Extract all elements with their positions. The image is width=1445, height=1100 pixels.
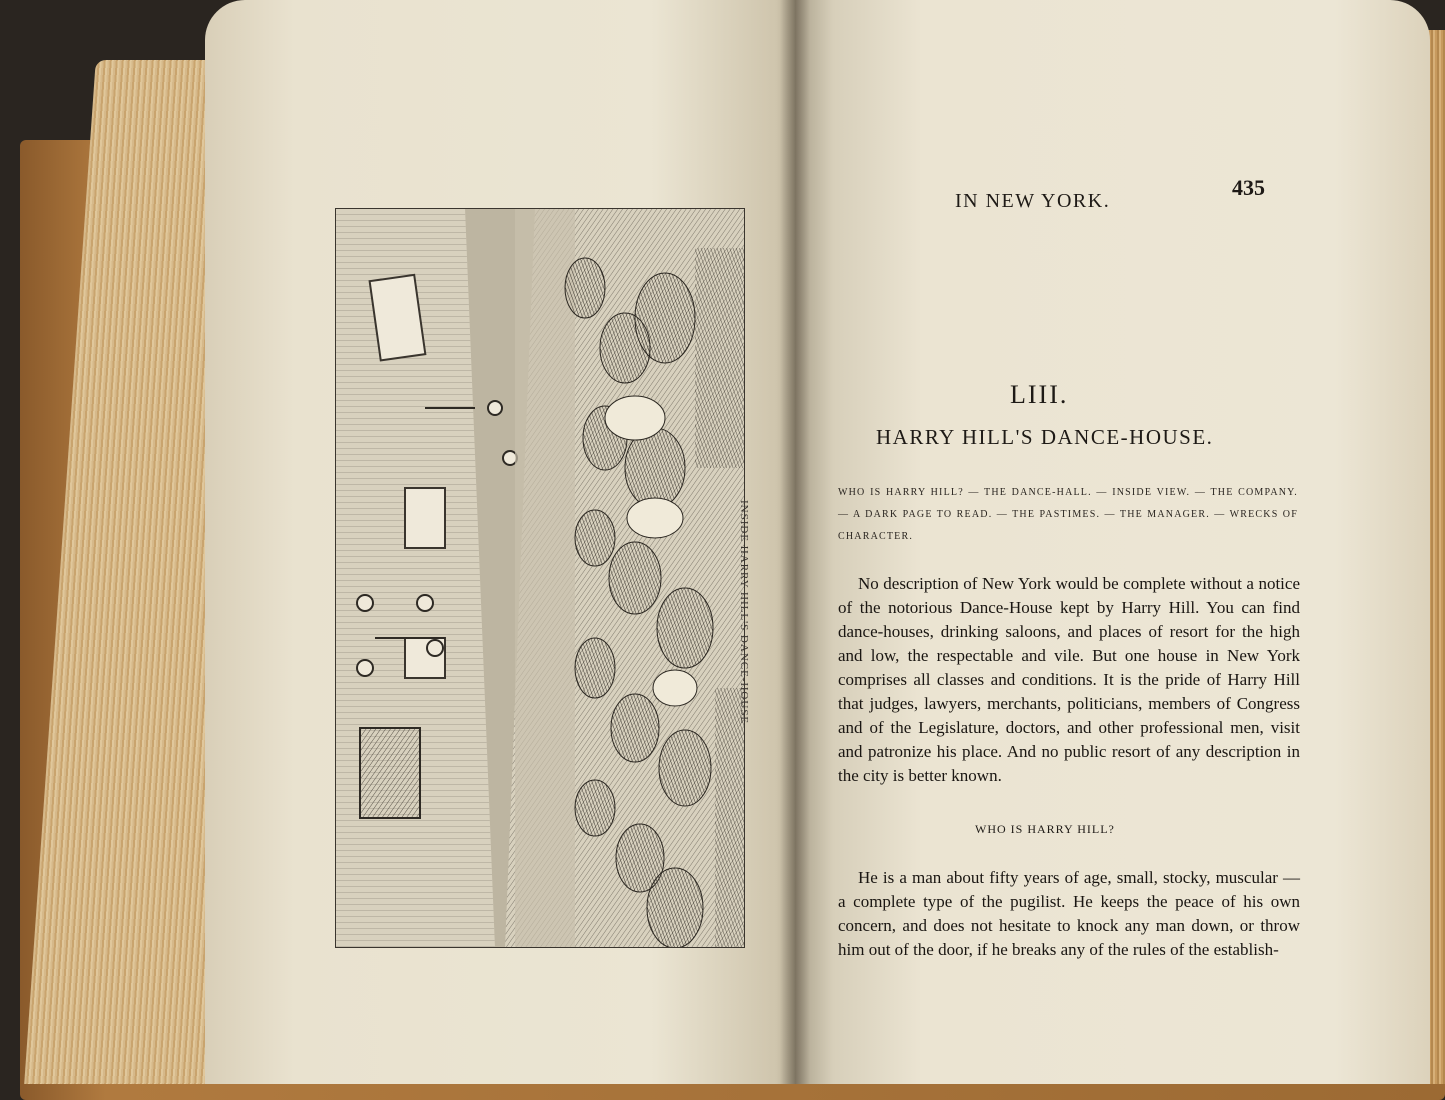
section-heading: WHO IS HARRY HILL? xyxy=(975,822,1115,836)
chapter-synopsis: WHO IS HARRY HILL? — THE DANCE-HALL. — INSIDE VIEW. — THE COMPANY. — A DARK PAGE TO READ. — THE PASTIMES. — THE MANAGER. — WRECKS OF CHARACTER. xyxy=(838,487,1298,542)
engraving-illustration xyxy=(335,208,745,948)
engraving-svg xyxy=(335,208,745,948)
running-head: IN NEW YORK. xyxy=(955,190,1111,212)
chapter-title: HARRY HILL'S DANCE-HOUSE. xyxy=(876,425,1214,449)
page-number: 435 xyxy=(1232,175,1265,200)
body-paragraph-2 xyxy=(838,866,1300,962)
book-gutter xyxy=(780,0,810,1084)
illustration-caption: INSIDE HARRY HILL'S DANCE-HOUSE xyxy=(738,500,750,725)
chapter-number: LIII. xyxy=(1010,380,1069,409)
paragraph-text: No description of New York would be complete without a notice of the notorious Dance-House kept by Harry Hill. You can find dance-houses, drinking saloons, and places of resort for the high and low, the respectable and vile. But one house in New York comprises all classes and conditions. It is the pride of Harry Hill that judges, lawyers, merchants, politicians, members of Congress and of the Legislature, doctors, and other professional men, visit and patronize his place. And no public resort of any description in the city is better known. xyxy=(838,574,1300,785)
paragraph-text: He is a man about fifty years of age, small, stocky, muscular — a complete type of the pugilist. He keeps the peace of his own concern, and does not hesitate to knock any man down, or throw him out of the door, if he breaks any of the rules of the establish- xyxy=(838,868,1300,959)
body-paragraph-1 xyxy=(838,572,1300,788)
